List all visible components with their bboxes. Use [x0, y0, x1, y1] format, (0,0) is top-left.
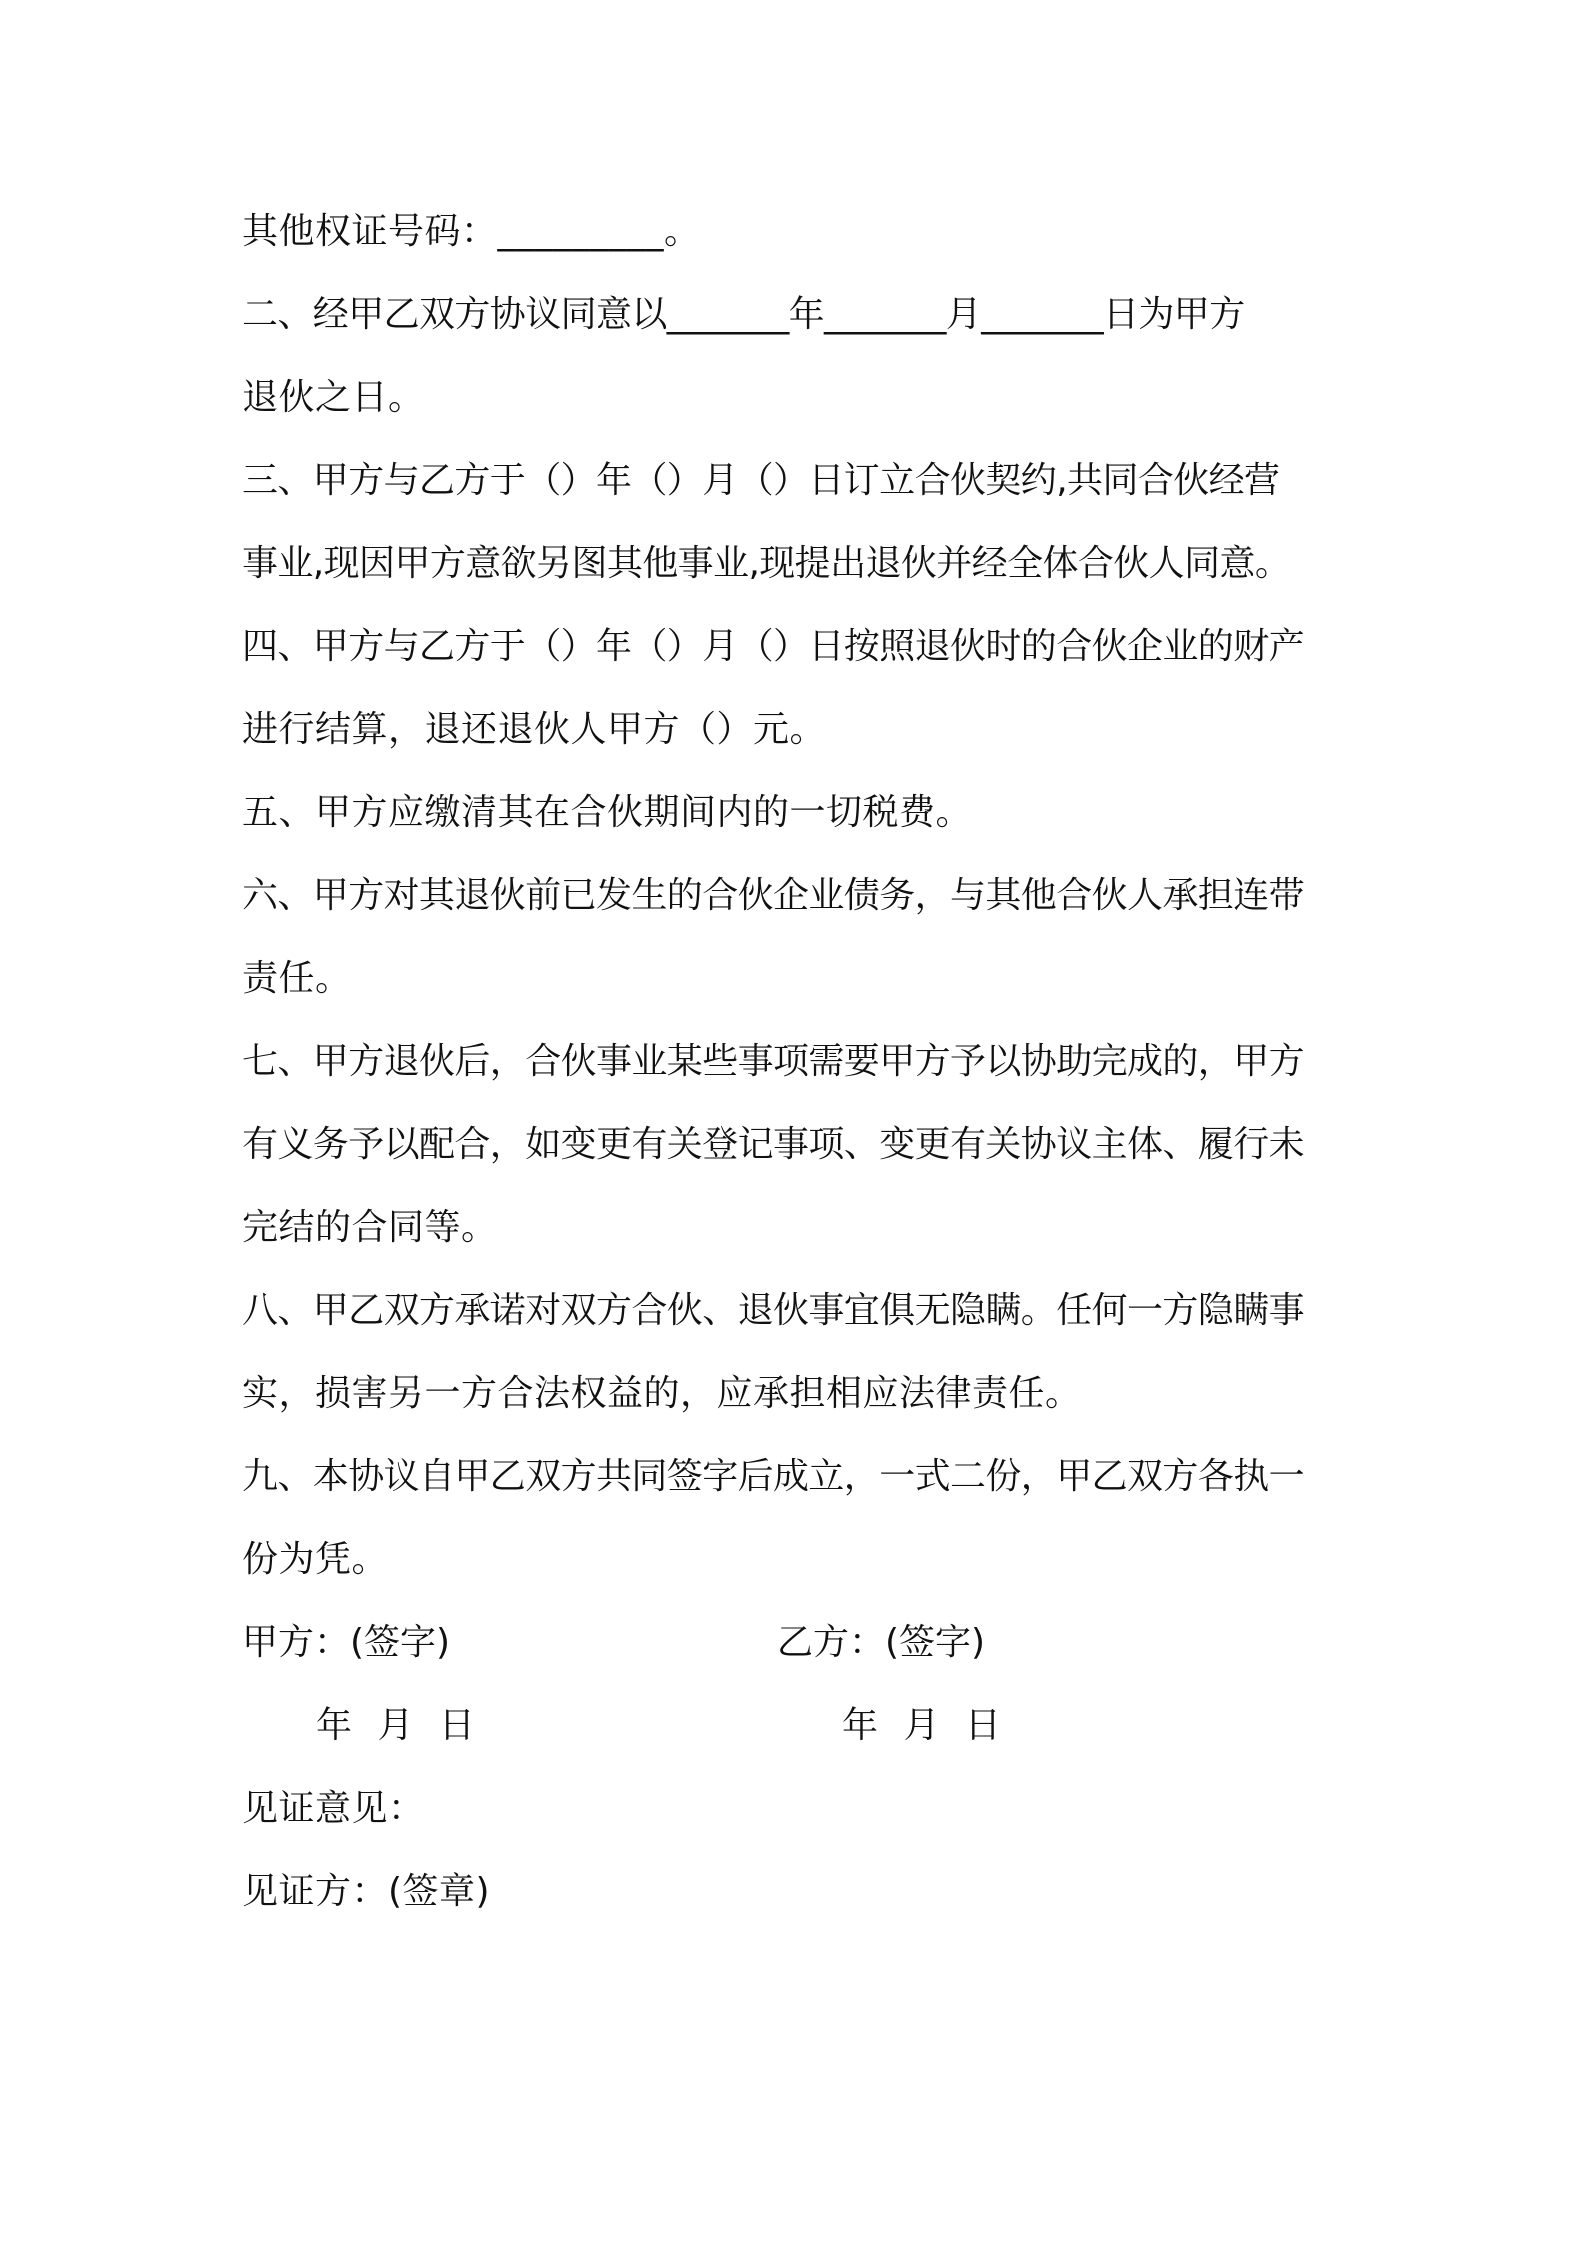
signature-date-row: [242, 1684, 1362, 1767]
clause-3-line-2: 事业,现因甲方意欲另图其他事业,现提出退伙并经全体合伙人同意。: [242, 543, 1291, 584]
witness-opinion-label: 见证意见：: [242, 1788, 425, 1829]
clause-8-line-1: 八、甲乙双方承诺对双方合伙、退伙事宜俱无隐瞒。任何一方隐瞒事: [242, 1290, 1305, 1331]
witness-party-label: 见证方：(签章): [242, 1871, 491, 1912]
clause-3-line-1: 三、甲方与乙方于（）年（）月（）日订立合伙契约,共同合伙经营: [242, 460, 1280, 501]
clause-9-line-2: 份为凭。: [242, 1539, 389, 1580]
signature-row: [242, 1601, 1362, 1684]
clause-7-line-3: 完结的合同等。: [242, 1207, 498, 1248]
clause-4-line-1: 四、甲方与乙方于（）年（）月（）日按照退伙时的合伙企业的财产: [242, 626, 1305, 667]
party-a-signature-label: 甲方：(签字): [242, 1622, 451, 1663]
clause-7-line-1: 七、甲方退伙后，合伙事业某些事项需要甲方予以协助完成的，甲方: [242, 1041, 1305, 1082]
document-body: [242, 190, 1362, 1933]
clause-9-line-1: 九、本协议自甲乙双方共同签字后成立，一式二份，甲乙双方各执一: [242, 1456, 1305, 1497]
clause-2-line-1: 二、经甲乙双方协议同意以_______年_______月_______日为甲方: [242, 294, 1245, 335]
party-b-date-label: 年 月 日: [842, 1705, 1001, 1746]
party-b-signature-label: 乙方：(签字): [777, 1622, 986, 1663]
party-a-date-label: 年 月 日: [316, 1705, 475, 1746]
clause-5-line-1: 五、甲方应缴清其在合伙期间内的一切税费。: [242, 792, 973, 833]
clause-8-line-2: 实，损害另一方合法权益的，应承担相应法律责任。: [242, 1373, 1082, 1414]
clause-2-line-2: 退伙之日。: [242, 377, 425, 418]
clause-4-line-2: 进行结算，退还退伙人甲方（）元。: [242, 709, 827, 750]
other-certificate-number-line: 其他权证号码：_________。: [242, 211, 701, 252]
clause-6-line-2: 责任。: [242, 958, 352, 999]
clause-7-line-2: 有义务予以配合，如变更有关登记事项、变更有关协议主体、履行未: [242, 1124, 1305, 1165]
clause-6-line-1: 六、甲方对其退伙前已发生的合伙企业债务，与其他合伙人承担连带: [242, 875, 1305, 916]
